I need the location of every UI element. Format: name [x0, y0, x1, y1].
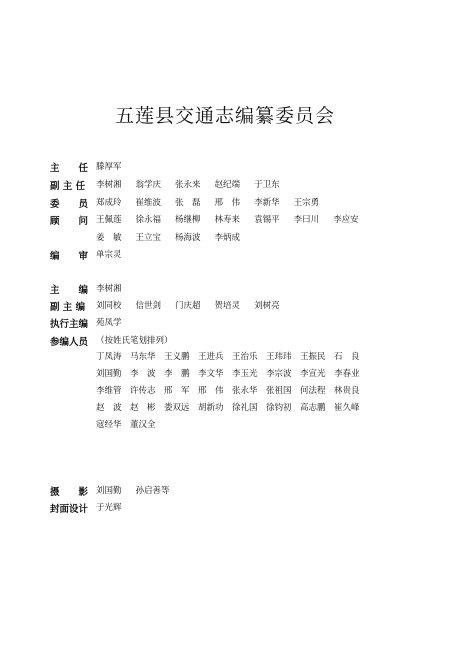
- contributor-name: 许传志: [130, 386, 156, 396]
- role-label: 副 主 任: [50, 181, 86, 192]
- person-name: 门庆超: [175, 301, 201, 311]
- contributor-name: 娄双远: [164, 403, 190, 413]
- contributor-name: 王振民: [300, 352, 326, 362]
- person-name: 李应安: [333, 215, 359, 225]
- name-list: [96, 501, 136, 513]
- contributor-name: 赵 彬: [130, 403, 156, 413]
- contributor-name: 何法程: [300, 386, 326, 396]
- person-name: 杨继柳: [175, 215, 201, 225]
- name-list: [96, 334, 187, 346]
- contributor-name: 李文华: [198, 369, 224, 379]
- contributor-name: 高志鹏: [300, 403, 326, 413]
- name-list: [96, 282, 136, 294]
- person-name: （按姓氏笔划排列）: [96, 336, 173, 346]
- role-label: 副 主 编: [50, 302, 86, 313]
- name-list: [96, 178, 294, 190]
- role-label: 编 审: [50, 251, 89, 262]
- contributor-name: 赵 波: [96, 403, 122, 413]
- person-name: 王立宝: [135, 233, 162, 243]
- person-name: 李炳成: [214, 233, 241, 243]
- person-name: 姜 敏: [96, 233, 122, 243]
- contributor-name: 张祖国: [266, 386, 292, 396]
- name-list: [96, 316, 136, 328]
- person-name: 苑凤学: [96, 318, 122, 328]
- person-name: 于光辉: [96, 503, 122, 513]
- person-name: 王佩莲: [96, 215, 122, 225]
- role-label: 执行主编: [50, 319, 89, 330]
- person-name: 林寿来: [214, 215, 241, 225]
- person-name: 刘树亮: [254, 301, 280, 311]
- person-name: 孙启善等: [135, 486, 170, 496]
- person-name: 于卫东: [254, 180, 280, 190]
- contributor-name: 刘国勤: [96, 369, 122, 379]
- contributor-name: 李宗波: [266, 369, 292, 379]
- contributor-name: 丁凤涛: [96, 352, 122, 362]
- name-list: [96, 213, 373, 225]
- contributor-name: 崔久峰: [334, 403, 360, 413]
- contributor-name: 王进兵: [198, 352, 224, 362]
- person-name: 李树湘: [96, 180, 122, 190]
- contributor-name: 李春业: [334, 369, 360, 379]
- person-name: 刘国勤: [96, 486, 122, 496]
- contributor-name: 张永华: [232, 386, 258, 396]
- person-name: 郑成玲: [96, 198, 122, 208]
- name-list: [96, 248, 136, 260]
- person-name: 王宗勇: [293, 198, 320, 208]
- person-name: 单宗灵: [96, 250, 122, 260]
- contributor-name: 李 鹏: [164, 369, 190, 379]
- person-name: 杨海波: [175, 233, 201, 243]
- role-label: 摄 影: [50, 487, 89, 498]
- role-label: 封面设计: [50, 504, 89, 515]
- page-title: 五莲县交通志编纂委员会: [114, 105, 335, 127]
- contributor-name: 邢 伟: [198, 386, 224, 396]
- person-name: 滕厚军: [96, 162, 122, 172]
- name-list: [96, 484, 184, 496]
- contributor-name: 董汉全: [130, 420, 156, 430]
- contributor-name: 王义鹏: [164, 352, 190, 362]
- contributor-name: 李 波: [130, 369, 156, 379]
- name-list: [96, 196, 333, 208]
- person-name: 张永来: [175, 180, 201, 190]
- person-name: 刘同校: [96, 301, 122, 311]
- contributor-name: 邢 军: [164, 386, 190, 396]
- person-name: 崔维波: [135, 198, 162, 208]
- person-name: 李曰川: [293, 215, 320, 225]
- person-name: 信世剑: [135, 301, 162, 311]
- role-label: 参编人员: [50, 337, 89, 348]
- contributor-name: 李维管: [96, 386, 122, 396]
- contributor-name: 林贵良: [334, 386, 360, 396]
- contributor-name: 徐礼国: [232, 403, 258, 413]
- person-name: 邢 伟: [214, 198, 241, 208]
- person-name: 赵纪端: [214, 180, 241, 190]
- role-label: 顾 问: [50, 216, 89, 227]
- person-name: 李树湘: [96, 284, 122, 294]
- contributor-name: 寇经华: [96, 420, 122, 430]
- person-name: 贺培灵: [214, 301, 241, 311]
- person-name: 翁学庆: [135, 180, 162, 190]
- person-name: 袁锡平: [254, 215, 280, 225]
- contributor-name: 李玉光: [232, 369, 258, 379]
- contributor-name: 石 良: [334, 352, 360, 362]
- name-list: [96, 160, 136, 172]
- contributor-name: 王治乐: [232, 352, 258, 362]
- contributor-name: 李宣光: [300, 369, 326, 379]
- contributor-name: 徐钧初: [266, 403, 292, 413]
- person-name: 张 磊: [175, 198, 201, 208]
- role-label: 主 任: [50, 163, 89, 174]
- person-name: 李新华: [254, 198, 280, 208]
- name-list: [96, 231, 254, 243]
- contributor-name: 王玮玮: [266, 352, 292, 362]
- contributor-name: 胡新功: [198, 403, 224, 413]
- contributor-name: 马东华: [130, 352, 156, 362]
- name-list: [96, 299, 294, 311]
- role-label: 主 编: [50, 285, 89, 296]
- role-label: 委 员: [50, 199, 89, 210]
- person-name: 徐永福: [135, 215, 162, 225]
